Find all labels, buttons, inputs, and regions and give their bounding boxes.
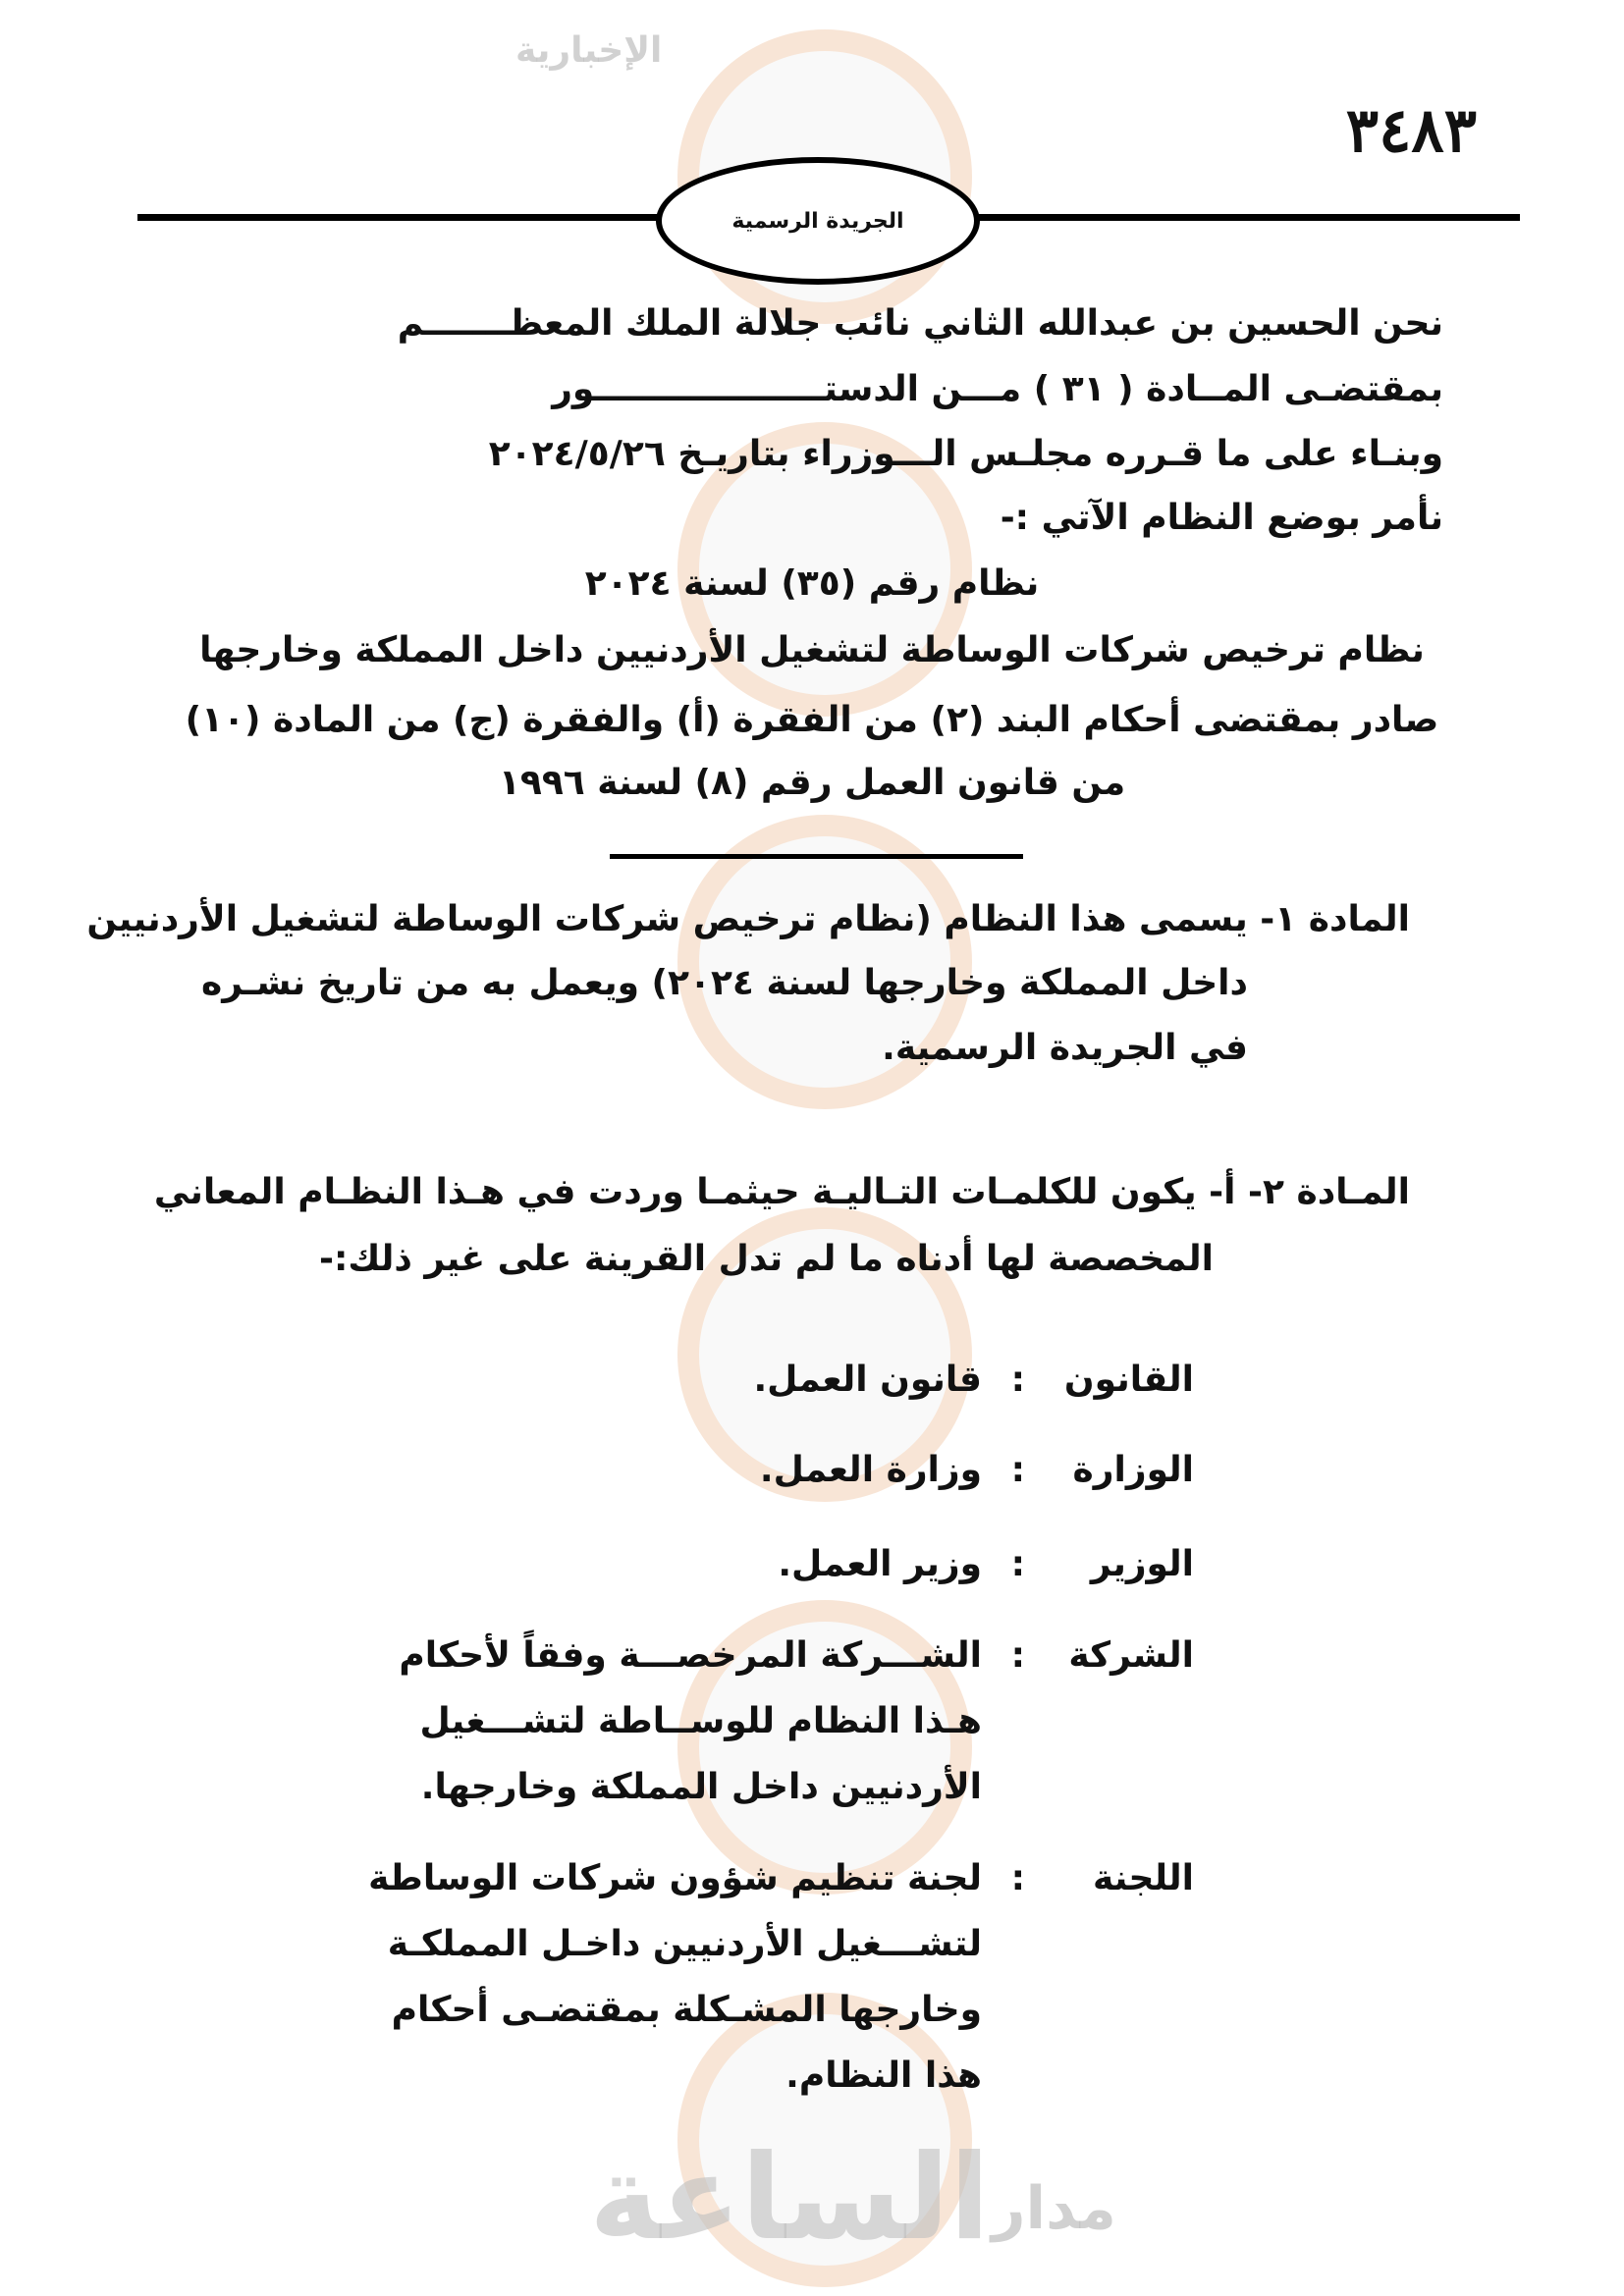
definition-separator: :: [1010, 1360, 1025, 1400]
definition-separator: :: [1010, 1635, 1025, 1676]
title-divider: [610, 854, 1023, 859]
definition-term: الوزير: [1090, 1544, 1194, 1584]
preamble-line: بمقتضـى المــادة ( ٣١ ) مـــن الدستـــــــــــــــــــور: [552, 369, 1443, 409]
watermark-clock-icon: [677, 1993, 972, 2287]
definition-text: وزارة العمل.: [759, 1450, 982, 1490]
definition-separator: :: [1010, 1858, 1025, 1898]
regulation-title: نظام ترخيص شركات الوساطة لتشغيل الأردنيين داخل المملكة وخارجها: [199, 630, 1425, 670]
article-1-line: المادة ١- يسمى هذا النظام (نظام ترخيص شركات الوساطة لتشغيل الأردنيين: [86, 899, 1410, 939]
definition-term: اللجنة: [1092, 1858, 1194, 1898]
page-number: ٣٤٨٣: [1345, 94, 1477, 166]
article-1-line: في الجريدة الرسمية.: [882, 1028, 1248, 1068]
gazette-name: الجريدة الرسمية: [731, 208, 904, 234]
definition-text: وزير العمل.: [778, 1544, 982, 1584]
definition-text: الأردنيين داخل المملكة وخارجها.: [420, 1767, 982, 1807]
definition-term: الشركة: [1068, 1635, 1194, 1676]
regulation-basis: صادر بمقتضى أحكام البند (٢) من الفقرة (أ) والفقرة (ج) من المادة (١٠): [185, 700, 1439, 740]
article-2-line: المخصصة لها أدناه ما لم تدل القرينة على غير ذلك:-: [319, 1239, 1214, 1279]
definition-separator: :: [1010, 1450, 1025, 1490]
definition-text: قانون العمل.: [753, 1360, 982, 1400]
definition-text: هـذا النظام للوســاطة لتشـــغيل: [419, 1701, 982, 1741]
watermark-subtitle: الإخبارية: [515, 30, 663, 71]
article-1-line: داخل المملكة وخارجها لسنة ٢٠٢٤) ويعمل به من تاريخ نشـره: [201, 963, 1248, 1003]
definition-term: الوزارة: [1072, 1450, 1194, 1490]
regulation-number: نظام رقم (٣٥) لسنة ٢٠٢٤: [584, 563, 1040, 604]
definition-text: لتشـــغيل الأردنيين داخـل المملكـة: [387, 1924, 982, 1964]
gazette-emblem: [656, 157, 980, 285]
preamble-line: نأمر بوضع النظام الآتي :-: [1000, 498, 1443, 538]
definition-text: وخارجها المشـكلة بمقتضـى أحكام: [391, 1990, 982, 2030]
watermark-brand: الساعة: [589, 2130, 991, 2267]
preamble-line: وبنـاء على ما قـرره مجلـس الـــوزراء بتاريـخ ٢٠٢٤/٥/٢٦: [488, 434, 1443, 474]
definition-text: الشـــركة المرخصـــة وفقاً لأحكام: [399, 1635, 982, 1676]
definition-text: لجنة تنظيم شؤون شركات الوساطة: [368, 1858, 982, 1898]
definition-term: القانون: [1063, 1360, 1194, 1400]
watermark-prefix: مدار: [992, 2174, 1116, 2243]
definition-text: هذا النظام.: [785, 2056, 982, 2096]
article-2-line: المـادة ٢- أ- يكون للكلمـات التـاليـة حيثمـا وردت في هـذا النظـام المعاني: [153, 1172, 1410, 1212]
preamble-line: نحن الحسين بن عبدالله الثاني نائب جلالة الملك المعظـــــــم: [397, 303, 1443, 344]
definition-separator: :: [1010, 1544, 1025, 1584]
regulation-basis: من قانون العمل رقم (٨) لسنة ١٩٩٦: [498, 763, 1126, 803]
